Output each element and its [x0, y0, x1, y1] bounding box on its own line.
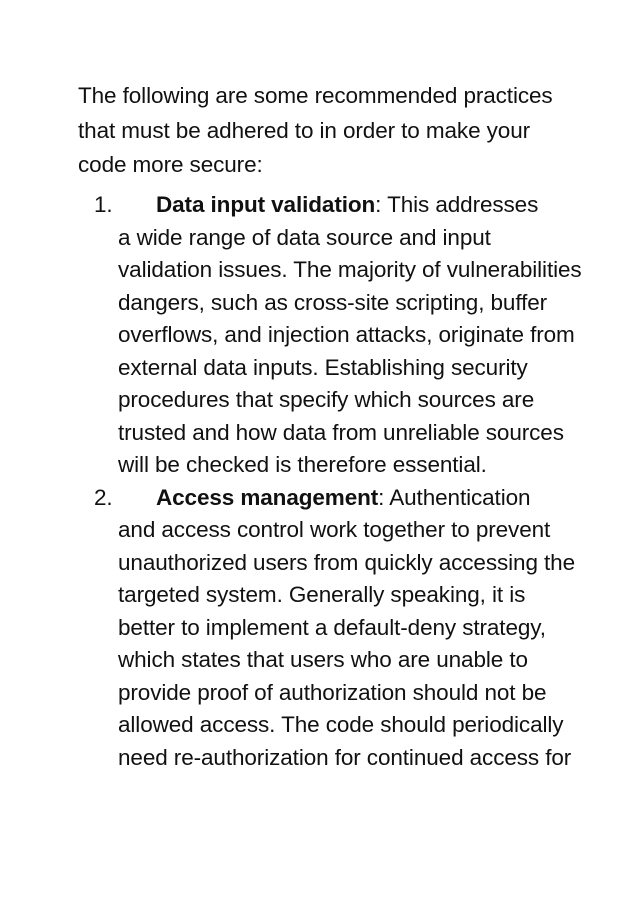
list-item-body: a wide range of data source and input validation issues. The majority of vulnerabilities dangers, such as cross-site scripting, buffer overflows, and injection attacks, originate from external data inputs. Establishing security procedures that specify which sources are trusted and how data from unreliable sources will be checked is therefore essential. — [118, 224, 582, 477]
list-item — [0, 189, 638, 482]
list-item-term: Access management — [156, 484, 379, 510]
list-item-first-line — [118, 189, 588, 222]
list-item-first-line — [118, 482, 588, 515]
list-item-lead: : Authentication — [378, 484, 531, 510]
list-item-number: 1. — [94, 192, 113, 217]
list-item — [0, 482, 638, 775]
list-item-lead: : This addresses — [375, 192, 539, 217]
list-item-body: and access control work together to prevent unauthorized users from quickly accessing the targeted system. Generally speaking, it is better to implement a default-deny strategy, which states that users who are unable to provide proof of authorization should not be allowed access. The code should periodically need re-authorization for continued access for — [118, 517, 575, 770]
list-item-number: 2. — [94, 484, 113, 510]
list-item-term: Data input validation — [156, 192, 376, 217]
intro-paragraph: The following are some recommended practices that must be adhered to in order to make your code more secure: — [78, 83, 553, 177]
practices-list — [0, 189, 638, 774]
